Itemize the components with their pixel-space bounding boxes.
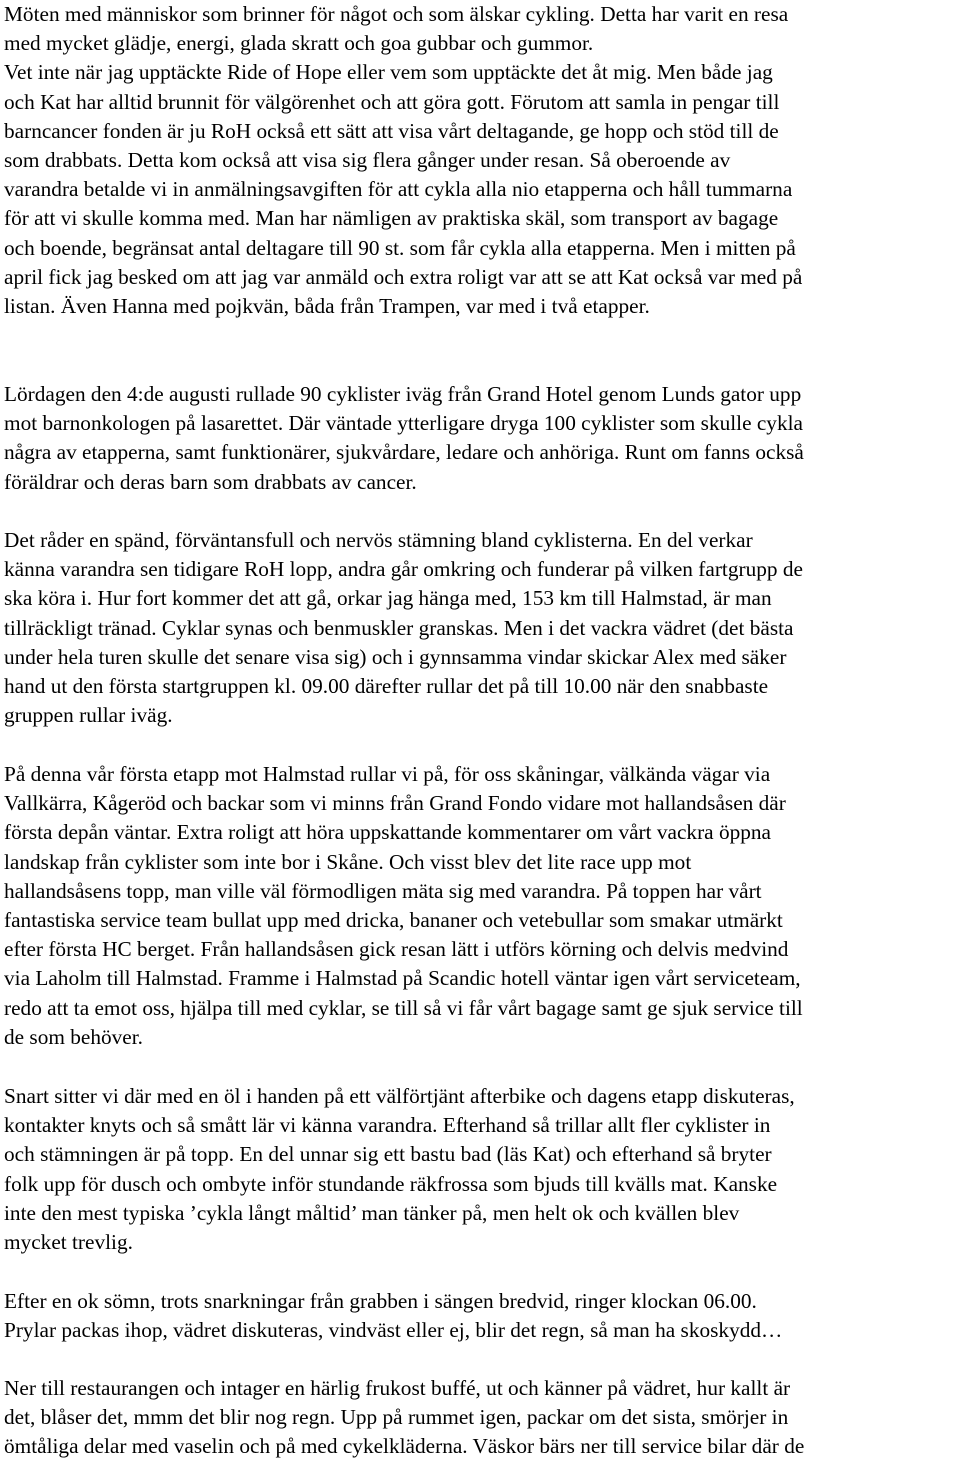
text-line: med mycket glädje, energi, glada skratt och goa gubbar och gummor. xyxy=(4,31,594,56)
text-line: gruppen rullar iväg. xyxy=(4,703,173,728)
text-line: hallandsåsens topp, man ville väl förmodligen mäta sig med varandra. På toppen har vårt xyxy=(4,878,762,903)
text-line: varandra betalde vi in anmälningsavgiften för att cykla alla nio etapperna och håll tummarna xyxy=(4,177,793,202)
text-line: ska köra i. Hur fort kommer det att gå, orkar jag hänga med, 153 km till Halmstad, är man xyxy=(4,586,772,611)
text-line: inte den mest typiska ’cykla långt måltid’ man tänker på, men helt ok och kvällen blev xyxy=(4,1200,740,1225)
text-line: första depån väntar. Extra roligt att höra uppskattande kommentarer om vårt vackra öppna xyxy=(4,820,771,845)
paragraph-start-day xyxy=(4,380,804,497)
text-line: listan. Även Hanna med pojkvän, båda från Trampen, var med i två etapper. xyxy=(4,293,650,318)
text-line: tillräckligt tränad. Cyklar synas och benmuskler granskas. Men i det vackra vädret (det bästa xyxy=(4,615,794,640)
text-line: Efter en ok sömn, trots snarkningar från grabben i sängen bredvid, ringer klockan 06.00. xyxy=(4,1289,757,1313)
text-line: folk upp för dusch och ombyte inför stundande räkfrossa som bjuds till kvälls mat. Kanske xyxy=(4,1171,778,1196)
text-line: det, blåser det, mmm det blir nog regn. Upp på rummet igen, packar om det sista, smörjer in xyxy=(4,1405,789,1430)
text-line: och Kat har alltid brunnit för välgörenhet och att göra gott. Förutom att samla in pengar till xyxy=(4,89,780,114)
text-line: Ner till restaurangen och intager en härlig frukost buffé, ut och känner på vädret, hur kallt är xyxy=(4,1376,791,1400)
text-line: landskap från cyklister som inte bor i Skåne. Och visst blev det lite race upp mot xyxy=(4,849,692,874)
text-line: och boende, begränsat antal deltagare till 90 st. som får cykla alla etapperna. Men i mitten på xyxy=(4,235,796,260)
paragraph-intro xyxy=(4,0,788,58)
text-line: efter första HC berget. Från hallandsåsen gick resan lätt i utförs körning och delvis medvind xyxy=(4,937,789,962)
text-line: Snart sitter vi där med en öl i handen på ett välförtjänt afterbike och dagens etapp diskuteras, xyxy=(4,1084,795,1108)
text-line: hand ut den första startgruppen kl. 09.00 därefter rullar det på till 10.00 när den snabbaste xyxy=(4,673,769,698)
paragraph-first-stage xyxy=(4,760,803,1052)
paragraph-morning xyxy=(4,1287,782,1345)
text-line: för att vi skulle komma med. Man har nämligen av praktiska skäl, som transport av bagage xyxy=(4,206,779,231)
text-line: som drabbats. Detta kom också att visa sig flera gånger under resan. Så oberoende av xyxy=(4,147,731,172)
text-line: kontakter knyts och så smått lär vi känna varandra. Efterhand så trillar allt fler cyklister in xyxy=(4,1113,771,1138)
text-line: Det råder en spänd, förväntansfull och nervös stämning bland cyklisterna. En del verkar xyxy=(4,528,753,552)
paragraph-ride-of-hope xyxy=(4,58,802,321)
text-line: Vallkärra, Kågeröd och backar som vi minns från Grand Fondo vidare mot hallandsåsen där xyxy=(4,791,786,816)
text-line: föräldrar och deras barn som drabbats av cancer. xyxy=(4,469,417,494)
text-line: och stämningen är på topp. En del unnar sig ett bastu bad (läs Kat) och efterhand så bryter xyxy=(4,1142,772,1167)
text-line: Lördagen den 4:de augusti rullade 90 cyklister iväg från Grand Hotel genom Lunds gator upp xyxy=(4,382,802,406)
text-line: redo att ta emot oss, hjälpa till med cyklar, se till så vi får vårt bagage samt ge sjuk service till xyxy=(4,995,803,1020)
text-line: fantastiska service team bullat upp med dricka, bananer och vetebullar som smakar utmärkt xyxy=(4,907,783,932)
text-line: via Laholm till Halmstad. Framme i Halmstad på Scandic hotell väntar igen vårt serviceteam, xyxy=(4,966,801,991)
text-line: Vet inte när jag upptäckte Ride of Hope eller vem som upptäckte det åt mig. Men både jag xyxy=(4,60,773,85)
text-line: barncancer fonden är ju RoH också ett sätt att visa vårt deltagande, ge hopp och stöd till de xyxy=(4,118,779,143)
text-line: de som behöver. xyxy=(4,1024,143,1049)
text-line: några av etapperna, samt funktionärer, sjukvårdare, ledare och anhöriga. Runt om fanns också xyxy=(4,440,804,465)
text-line: under hela turen skulle det senare visa sig) och i gynnsamma vindar skickar Alex med säker xyxy=(4,644,787,669)
text-line: Prylar packas ihop, vädret diskuteras, vindväst eller ej, blir det regn, så man ha skoskydd… xyxy=(4,1318,783,1343)
text-line: ömtåliga delar med vaselin och på med cykelkläderna. Väskor bärs ner till service bilar där de xyxy=(4,1434,805,1459)
text-line: april fick jag besked om att jag var anmäld och extra roligt var att se att Kat också var med på xyxy=(4,264,803,289)
paragraph-start-mood xyxy=(4,526,803,730)
paragraph-afterbike xyxy=(4,1082,795,1257)
text-line: Möten med människor som brinner för något och som älskar cykling. Detta har varit en resa xyxy=(4,2,789,26)
text-line: mycket trevlig. xyxy=(4,1229,133,1254)
text-line: På denna vår första etapp mot Halmstad rullar vi på, för oss skåningar, välkända vägar via xyxy=(4,762,771,786)
paragraph-breakfast xyxy=(4,1374,804,1462)
text-line: känna varandra sen tidigare RoH lopp, andra går omkring och funderar på vilken fartgrupp de xyxy=(4,557,803,582)
text-line: mot barnonkologen på lasarettet. Där väntade ytterligare dryga 100 cyklister som skulle cykla xyxy=(4,411,803,436)
